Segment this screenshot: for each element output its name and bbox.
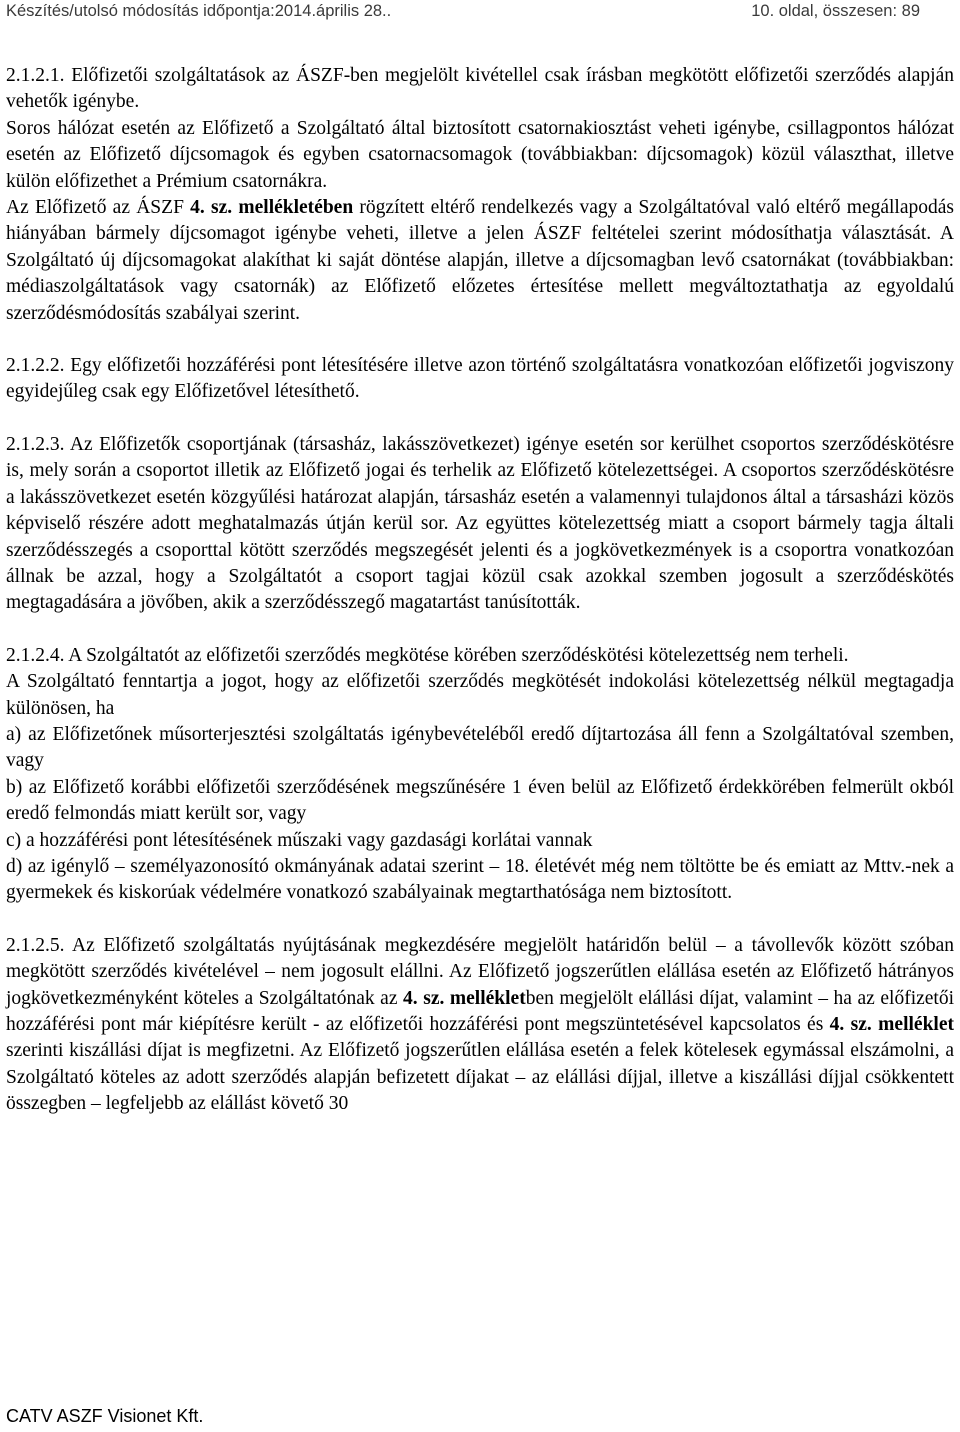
- text-segment: Az Előfizető az ÁSZF: [6, 197, 191, 219]
- list-item-b: b) az Előfizető korábbi előfizetői szerződésének megszűnésére 1 éven belül az Előfizető érdekkörében felmerült okból eredő felmondás miatt került sor, vagy: [6, 776, 954, 825]
- text-segment: szerinti kiszállási díjat is megfizetni. Az Előfizető jogszerűtlen elállása esetén a felek kötelesek egymással elszámolni, a Szolgáltató köteles az adott szerződés alapján befizetett díjakat – az elállási díjjal, illetve a kiszállási díjjal csökkentett összegben – legfeljebb az elállást követő 30: [6, 1040, 954, 1115]
- section-2-1-2-2: 2.1.2.2. Egy előfizetői hozzáférési pont létesítésére illetve azon történő szolgáltatásra vonatkozóan előfizetői jogviszony egyidejűleg csak egy Előfizetővel létesíthető.: [6, 355, 954, 403]
- section-2-1-2-4-para2: A Szolgáltató fenntartja a jogot, hogy az előfizetői szerződés megkötését indokolási kötelezettség nélkül megtagadja különösen, ha: [6, 671, 954, 719]
- header-timestamp: Készítés/utolsó módosítás időpontja:2014.április 28..: [6, 2, 392, 20]
- section-2-1-2-3: 2.1.2.3. Az Előfizetők csoportjának (társasház, lakásszövetkezet) igénye esetén sor kerülhet csoportos szerződéskötésre is, mely során a csoportot illetik az Előfizető jogai és terhelik az Előfizető kötelezettségei. A csoportos szerződéskötésre a lakásszövetkezet esetén közgyűlési határozat alapján, társasház esetén a valamennyi tulajdonos által a társasházi közös képviselő részére adott meghatalmazás útján kerül sor. Az együttes kötelezettség miatt a csoport bármely tagja általi szerződésszegés a csoporttal kötött szerződés megszegését jelenti és a jogkövetkezmények is a csoportra vonatkozóan állnak be azzal, hogy a Szolgáltatót a csoport tagjai közül csak azokkal szemben jogosult a szerződéskötés megtagadására a jövőben, akik a szerződésszegő magatartást tanúsították.: [6, 433, 954, 614]
- text-segment: 2.1.2.5. Az Előfizető szolgáltatás nyújtásának megkezdésére megjelölt határidőn belül – a távollevők között szóban megkötött szerződés kivételével – nem jogosult elállni. Az Előfizető jogszerűtlen elállása esetén az Előfizető hátrányos jogkövetkezményként köteles a Szolgáltatónak az: [6, 934, 954, 1009]
- page-header: [6, 0, 954, 28]
- section-2-1-2-1: 2.1.2.1. Előfizetői szolgáltatások az ÁSZF-ben megjelölt kivétellel csak írásban megkötött előfizetői szerződés alapján vehetők igénybe.: [6, 65, 954, 113]
- page-footer: CATV ASZF Visionet Kft.: [6, 1406, 204, 1426]
- text-segment: ben megjelölt elállási díjat, valamint – ha az előfizetői hozzáférési pont már kiépítésre került - az előfizetői hozzáférési pont megszüntetésével kapcsolatos és: [6, 987, 955, 1035]
- list-item-a: a) az Előfizetőnek műsorterjesztési szolgáltatás igénybevételéből eredő díjtartozása áll fenn a Szolgáltatóval szemben, vagy: [6, 723, 954, 772]
- text-segment: rögzített eltérő rendelkezés vagy a Szolgáltatóval való eltérő megállapodás hiányában bármely díjcsomagot igénybe veheti, illetve a jelen ÁSZF feltételei szerint módosíthatja választását. A Szolgáltató új díjcsomagokat alakíthat ki saját döntése alapján, illetve a díjcsomagban levő csatornákat (továbbiakban: médiaszolgáltatások vagy csatornák) az Előfizető előzetes értesítése mellett megváltoztathatja az egyoldalú szerződésmódosítás szabályai szerint.: [6, 197, 955, 324]
- bold-reference: 4. sz. melléklet: [403, 987, 526, 1009]
- bold-reference: 4. sz. mellékletében: [190, 197, 354, 219]
- list-item-c: c) a hozzáférési pont létesítésének műszaki vagy gazdasági korlátai vannak: [6, 829, 593, 851]
- section-2-1-2-1-para3: [6, 195, 954, 327]
- header-page-number: 10. oldal, összesen: 89: [751, 2, 920, 20]
- document-body: [6, 63, 954, 1118]
- section-2-1-2-4: 2.1.2.4. A Szolgáltatót az előfizetői szerződés megkötése körében szerződéskötési kötelezettség nem terheli.: [6, 644, 849, 666]
- section-2-1-2-1-para2: Soros hálózat esetén az Előfizető a Szolgáltató által biztosított csatornakiosztást veheti igénybe, csillagpontos hálózat esetén az Előfizető díjcsomagok és egyben csatornacsomagok (továbbiakban: díjcsomagok) közül választhat, illetve külön előfizethet a Prémium csatornákra.: [6, 117, 954, 192]
- section-2-1-2-5: [6, 933, 954, 1118]
- bold-reference: 4. sz. melléklet: [829, 1014, 954, 1035]
- list-item-d: d) az igénylő – személyazonosító okmányának adatai szerint – 18. életévét még nem töltötte be és emiatt az Mttv.-nek a gyermekek és kiskorúak védelmére vonatkozó szabályainak megtarthatósága nem biztosított.: [6, 855, 954, 904]
